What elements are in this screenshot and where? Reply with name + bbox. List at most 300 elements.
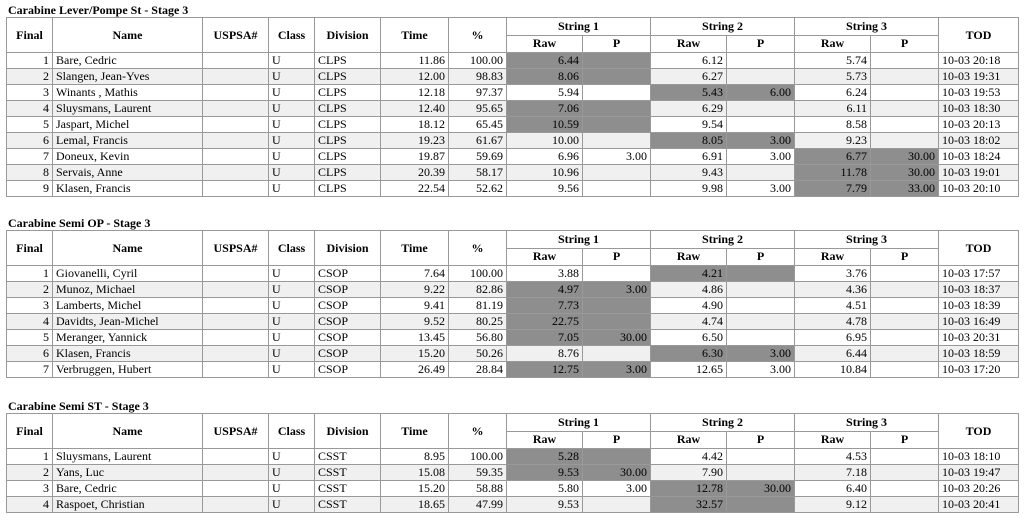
header-division: Division — [315, 231, 381, 266]
header-division: Division — [315, 18, 381, 53]
uspsa-cell — [203, 165, 269, 181]
string3-raw-cell: 8.58 — [795, 117, 871, 133]
string1-raw-cell: 5.80 — [507, 481, 583, 497]
final-cell: 4 — [7, 497, 53, 513]
string1-penalty-cell: 3.00 — [583, 149, 651, 165]
header-class: Class — [269, 18, 315, 53]
header-raw: Raw — [651, 35, 727, 53]
tod-cell: 10-03 18:10 — [939, 449, 1019, 465]
division-cell: CLPS — [315, 117, 381, 133]
percent-cell: 50.26 — [449, 346, 507, 362]
tod-cell: 10-03 20:13 — [939, 117, 1019, 133]
division-cell: CLPS — [315, 53, 381, 69]
name-cell: Verbruggen, Hubert — [53, 362, 203, 378]
division-cell: CSST — [315, 465, 381, 481]
uspsa-cell — [203, 266, 269, 282]
string1-raw-cell: 10.00 — [507, 133, 583, 149]
string3-penalty-cell — [871, 133, 939, 149]
name-cell: Bare, Cedric — [53, 481, 203, 497]
percent-cell: 58.17 — [449, 165, 507, 181]
header-final: Final — [7, 18, 53, 53]
tod-cell: 10-03 20:31 — [939, 330, 1019, 346]
results-table — [6, 17, 1019, 197]
tod-cell: 10-03 17:57 — [939, 266, 1019, 282]
division-cell: CSOP — [315, 330, 381, 346]
string3-penalty-cell: 30.00 — [871, 149, 939, 165]
header-uspsa: USPSA# — [203, 18, 269, 53]
string1-raw-cell: 7.06 — [507, 101, 583, 117]
string1-penalty-cell: 30.00 — [583, 330, 651, 346]
table-row — [7, 181, 1019, 197]
string2-penalty-cell — [727, 314, 795, 330]
final-cell: 5 — [7, 117, 53, 133]
time-cell: 26.49 — [381, 362, 449, 378]
string2-raw-cell: 9.54 — [651, 117, 727, 133]
string3-raw-cell: 7.79 — [795, 181, 871, 197]
class-cell: U — [269, 497, 315, 513]
string3-penalty-cell — [871, 69, 939, 85]
name-cell: Winants , Mathis — [53, 85, 203, 101]
class-cell: U — [269, 53, 315, 69]
string3-penalty-cell — [871, 314, 939, 330]
table-row — [7, 449, 1019, 465]
final-cell: 7 — [7, 149, 53, 165]
class-cell: U — [269, 465, 315, 481]
header-time: Time — [381, 414, 449, 449]
string1-penalty-cell — [583, 266, 651, 282]
section-title: Carabine Lever/Pompe St - Stage 3 — [8, 3, 189, 17]
results-table — [6, 230, 1019, 378]
string1-raw-cell: 12.75 — [507, 362, 583, 378]
final-cell: 1 — [7, 53, 53, 69]
header-penalty: P — [727, 431, 795, 449]
string2-raw-cell: 4.74 — [651, 314, 727, 330]
name-cell: Lamberts, Michel — [53, 298, 203, 314]
class-cell: U — [269, 133, 315, 149]
string3-raw-cell: 9.12 — [795, 497, 871, 513]
string2-raw-cell: 8.05 — [651, 133, 727, 149]
uspsa-cell — [203, 69, 269, 85]
header-name: Name — [53, 231, 203, 266]
class-cell: U — [269, 181, 315, 197]
percent-cell: 61.67 — [449, 133, 507, 149]
class-cell: U — [269, 117, 315, 133]
uspsa-cell — [203, 346, 269, 362]
header-penalty: P — [871, 35, 939, 53]
uspsa-cell — [203, 282, 269, 298]
header-penalty: P — [727, 248, 795, 266]
percent-cell: 65.45 — [449, 117, 507, 133]
uspsa-cell — [203, 133, 269, 149]
string2-raw-cell: 9.98 — [651, 181, 727, 197]
division-cell: CLPS — [315, 165, 381, 181]
final-cell: 4 — [7, 314, 53, 330]
string3-raw-cell: 4.51 — [795, 298, 871, 314]
string2-raw-cell: 4.42 — [651, 449, 727, 465]
header-string1: String 1 — [507, 414, 651, 432]
string1-penalty-cell: 30.00 — [583, 465, 651, 481]
table-row — [7, 465, 1019, 481]
division-cell: CSOP — [315, 266, 381, 282]
time-cell: 15.20 — [381, 481, 449, 497]
header-penalty: P — [871, 431, 939, 449]
class-cell: U — [269, 362, 315, 378]
string2-penalty-cell — [727, 165, 795, 181]
percent-cell: 59.35 — [449, 465, 507, 481]
string1-raw-cell: 8.76 — [507, 346, 583, 362]
string2-penalty-cell — [727, 69, 795, 85]
time-cell: 18.65 — [381, 497, 449, 513]
string1-penalty-cell — [583, 69, 651, 85]
string2-penalty-cell — [727, 298, 795, 314]
table-row — [7, 346, 1019, 362]
string3-penalty-cell — [871, 497, 939, 513]
division-cell: CLPS — [315, 181, 381, 197]
string1-penalty-cell — [583, 165, 651, 181]
uspsa-cell — [203, 362, 269, 378]
class-cell: U — [269, 149, 315, 165]
final-cell: 3 — [7, 298, 53, 314]
table-row — [7, 133, 1019, 149]
tod-cell: 10-03 18:59 — [939, 346, 1019, 362]
time-cell: 19.23 — [381, 133, 449, 149]
class-cell: U — [269, 69, 315, 85]
string3-penalty-cell — [871, 282, 939, 298]
header-time: Time — [381, 18, 449, 53]
final-cell: 3 — [7, 481, 53, 497]
string2-raw-cell: 6.91 — [651, 149, 727, 165]
final-cell: 8 — [7, 165, 53, 181]
string1-raw-cell: 8.06 — [507, 69, 583, 85]
table-row — [7, 165, 1019, 181]
table-row — [7, 362, 1019, 378]
time-cell: 9.41 — [381, 298, 449, 314]
division-cell: CSST — [315, 481, 381, 497]
header-penalty: P — [727, 35, 795, 53]
string3-raw-cell: 9.23 — [795, 133, 871, 149]
tod-cell: 10-03 16:49 — [939, 314, 1019, 330]
string2-raw-cell: 4.86 — [651, 282, 727, 298]
string1-raw-cell: 7.05 — [507, 330, 583, 346]
string2-raw-cell: 6.12 — [651, 53, 727, 69]
final-cell: 6 — [7, 346, 53, 362]
tod-cell: 10-03 18:24 — [939, 149, 1019, 165]
string3-penalty-cell — [871, 117, 939, 133]
division-cell: CSOP — [315, 362, 381, 378]
table-row — [7, 282, 1019, 298]
string1-penalty-cell — [583, 497, 651, 513]
string2-penalty-cell — [727, 117, 795, 133]
header-raw: Raw — [507, 35, 583, 53]
time-cell: 9.22 — [381, 282, 449, 298]
name-cell: Klasen, Francis — [53, 181, 203, 197]
string1-penalty-cell — [583, 449, 651, 465]
string1-raw-cell: 9.56 — [507, 181, 583, 197]
string3-raw-cell: 6.44 — [795, 346, 871, 362]
string2-penalty-cell — [727, 101, 795, 117]
string3-penalty-cell: 30.00 — [871, 165, 939, 181]
string3-raw-cell: 7.18 — [795, 465, 871, 481]
uspsa-cell — [203, 330, 269, 346]
table-row — [7, 330, 1019, 346]
time-cell: 22.54 — [381, 181, 449, 197]
string3-penalty-cell — [871, 101, 939, 117]
division-cell: CLPS — [315, 149, 381, 165]
string3-raw-cell: 6.77 — [795, 149, 871, 165]
table-row — [7, 149, 1019, 165]
uspsa-cell — [203, 149, 269, 165]
results-section — [6, 399, 1018, 513]
final-cell: 1 — [7, 449, 53, 465]
division-cell: CLPS — [315, 133, 381, 149]
string1-raw-cell: 10.59 — [507, 117, 583, 133]
final-cell: 4 — [7, 101, 53, 117]
string3-raw-cell: 5.73 — [795, 69, 871, 85]
header-raw: Raw — [795, 35, 871, 53]
string1-raw-cell: 9.53 — [507, 465, 583, 481]
string2-penalty-cell — [727, 282, 795, 298]
time-cell: 13.45 — [381, 330, 449, 346]
string2-raw-cell: 9.43 — [651, 165, 727, 181]
name-cell: Meranger, Yannick — [53, 330, 203, 346]
string3-penalty-cell — [871, 346, 939, 362]
name-cell: Raspoet, Christian — [53, 497, 203, 513]
percent-cell: 52.62 — [449, 181, 507, 197]
section-title: Carabine Semi ST - Stage 3 — [8, 399, 149, 413]
string1-raw-cell: 10.96 — [507, 165, 583, 181]
string3-raw-cell: 6.24 — [795, 85, 871, 101]
header-penalty: P — [583, 248, 651, 266]
name-cell: Servais, Anne — [53, 165, 203, 181]
uspsa-cell — [203, 314, 269, 330]
tod-cell: 10-03 19:01 — [939, 165, 1019, 181]
tod-cell: 10-03 18:37 — [939, 282, 1019, 298]
header-raw: Raw — [507, 431, 583, 449]
uspsa-cell — [203, 181, 269, 197]
header-name: Name — [53, 18, 203, 53]
tod-cell: 10-03 19:31 — [939, 69, 1019, 85]
class-cell: U — [269, 330, 315, 346]
string1-penalty-cell — [583, 181, 651, 197]
tod-cell: 10-03 19:53 — [939, 85, 1019, 101]
class-cell: U — [269, 282, 315, 298]
uspsa-cell — [203, 117, 269, 133]
header-tod: TOD — [939, 18, 1019, 53]
table-row — [7, 101, 1019, 117]
string3-raw-cell: 6.40 — [795, 481, 871, 497]
header-raw: Raw — [795, 248, 871, 266]
time-cell: 11.86 — [381, 53, 449, 69]
name-cell: Jaspart, Michel — [53, 117, 203, 133]
string3-raw-cell: 4.53 — [795, 449, 871, 465]
division-cell: CSOP — [315, 282, 381, 298]
string2-penalty-cell: 3.00 — [727, 133, 795, 149]
final-cell: 2 — [7, 69, 53, 85]
percent-cell: 100.00 — [449, 449, 507, 465]
uspsa-cell — [203, 449, 269, 465]
string1-raw-cell: 5.94 — [507, 85, 583, 101]
string3-raw-cell: 6.11 — [795, 101, 871, 117]
string2-penalty-cell — [727, 53, 795, 69]
time-cell: 19.87 — [381, 149, 449, 165]
string2-raw-cell: 6.27 — [651, 69, 727, 85]
name-cell: Davidts, Jean-Michel — [53, 314, 203, 330]
header-raw: Raw — [651, 431, 727, 449]
string2-penalty-cell: 6.00 — [727, 85, 795, 101]
string1-penalty-cell — [583, 314, 651, 330]
string3-raw-cell: 4.36 — [795, 282, 871, 298]
table-row — [7, 266, 1019, 282]
percent-cell: 81.19 — [449, 298, 507, 314]
class-cell: U — [269, 449, 315, 465]
uspsa-cell — [203, 53, 269, 69]
header-raw: Raw — [795, 431, 871, 449]
percent-cell: 58.88 — [449, 481, 507, 497]
division-cell: CSST — [315, 449, 381, 465]
string1-penalty-cell — [583, 101, 651, 117]
name-cell: Doneux, Kevin — [53, 149, 203, 165]
division-cell: CLPS — [315, 69, 381, 85]
string2-penalty-cell — [727, 497, 795, 513]
string1-raw-cell: 6.44 — [507, 53, 583, 69]
header-tod: TOD — [939, 231, 1019, 266]
percent-cell: 97.37 — [449, 85, 507, 101]
uspsa-cell — [203, 101, 269, 117]
class-cell: U — [269, 481, 315, 497]
string3-penalty-cell — [871, 298, 939, 314]
string3-penalty-cell — [871, 266, 939, 282]
header-string2: String 2 — [651, 414, 795, 432]
final-cell: 2 — [7, 282, 53, 298]
percent-cell: 28.84 — [449, 362, 507, 378]
string2-penalty-cell — [727, 465, 795, 481]
name-cell: Sluysmans, Laurent — [53, 101, 203, 117]
tod-cell: 10-03 20:41 — [939, 497, 1019, 513]
uspsa-cell — [203, 85, 269, 101]
string3-penalty-cell — [871, 85, 939, 101]
division-cell: CSOP — [315, 298, 381, 314]
string2-raw-cell: 12.65 — [651, 362, 727, 378]
division-cell: CSOP — [315, 346, 381, 362]
header-string3: String 3 — [795, 18, 939, 36]
tod-cell: 10-03 20:18 — [939, 53, 1019, 69]
string3-raw-cell: 10.84 — [795, 362, 871, 378]
name-cell: Slangen, Jean-Yves — [53, 69, 203, 85]
string2-penalty-cell: 3.00 — [727, 181, 795, 197]
name-cell: Sluysmans, Laurent — [53, 449, 203, 465]
table-row — [7, 85, 1019, 101]
results-section — [6, 216, 1018, 378]
string2-penalty-cell: 3.00 — [727, 149, 795, 165]
string3-penalty-cell — [871, 362, 939, 378]
name-cell: Giovanelli, Cyril — [53, 266, 203, 282]
string2-penalty-cell — [727, 330, 795, 346]
header-penalty: P — [583, 35, 651, 53]
header-pct: % — [449, 414, 507, 449]
tod-cell: 10-03 18:39 — [939, 298, 1019, 314]
uspsa-cell — [203, 481, 269, 497]
string1-penalty-cell: 3.00 — [583, 481, 651, 497]
class-cell: U — [269, 298, 315, 314]
percent-cell: 100.00 — [449, 53, 507, 69]
string3-penalty-cell — [871, 53, 939, 69]
header-penalty: P — [871, 248, 939, 266]
header-final: Final — [7, 231, 53, 266]
class-cell: U — [269, 346, 315, 362]
string1-raw-cell: 5.28 — [507, 449, 583, 465]
tod-cell: 10-03 20:26 — [939, 481, 1019, 497]
string1-raw-cell: 9.53 — [507, 497, 583, 513]
string2-raw-cell: 12.78 — [651, 481, 727, 497]
final-cell: 2 — [7, 465, 53, 481]
class-cell: U — [269, 314, 315, 330]
string1-raw-cell: 3.88 — [507, 266, 583, 282]
string1-raw-cell: 22.75 — [507, 314, 583, 330]
class-cell: U — [269, 165, 315, 181]
section-title: Carabine Semi OP - Stage 3 — [8, 216, 151, 230]
string3-raw-cell: 6.95 — [795, 330, 871, 346]
header-class: Class — [269, 231, 315, 266]
time-cell: 12.18 — [381, 85, 449, 101]
string2-raw-cell: 6.29 — [651, 101, 727, 117]
header-class: Class — [269, 414, 315, 449]
string2-raw-cell: 6.30 — [651, 346, 727, 362]
time-cell: 8.95 — [381, 449, 449, 465]
string3-penalty-cell — [871, 449, 939, 465]
class-cell: U — [269, 266, 315, 282]
string2-penalty-cell: 30.00 — [727, 481, 795, 497]
percent-cell: 59.69 — [449, 149, 507, 165]
name-cell: Bare, Cedric — [53, 53, 203, 69]
table-row — [7, 69, 1019, 85]
header-string1: String 1 — [507, 18, 651, 36]
header-string1: String 1 — [507, 231, 651, 249]
percent-cell: 98.83 — [449, 69, 507, 85]
class-cell: U — [269, 101, 315, 117]
name-cell: Klasen, Francis — [53, 346, 203, 362]
string3-raw-cell: 11.78 — [795, 165, 871, 181]
percent-cell: 80.25 — [449, 314, 507, 330]
time-cell: 12.00 — [381, 69, 449, 85]
header-string3: String 3 — [795, 231, 939, 249]
string2-raw-cell: 5.43 — [651, 85, 727, 101]
name-cell: Yans, Luc — [53, 465, 203, 481]
uspsa-cell — [203, 465, 269, 481]
string1-penalty-cell — [583, 85, 651, 101]
string2-penalty-cell: 3.00 — [727, 362, 795, 378]
time-cell: 20.39 — [381, 165, 449, 181]
header-division: Division — [315, 414, 381, 449]
string1-penalty-cell — [583, 117, 651, 133]
string1-penalty-cell: 3.00 — [583, 362, 651, 378]
percent-cell: 47.99 — [449, 497, 507, 513]
tod-cell: 10-03 19:47 — [939, 465, 1019, 481]
table-row — [7, 53, 1019, 69]
results-table — [6, 413, 1019, 513]
final-cell: 6 — [7, 133, 53, 149]
table-row — [7, 117, 1019, 133]
string3-penalty-cell — [871, 481, 939, 497]
name-cell: Lemal, Francis — [53, 133, 203, 149]
string2-raw-cell: 32.57 — [651, 497, 727, 513]
final-cell: 7 — [7, 362, 53, 378]
string1-raw-cell: 4.97 — [507, 282, 583, 298]
percent-cell: 56.80 — [449, 330, 507, 346]
string3-raw-cell: 5.74 — [795, 53, 871, 69]
tod-cell: 10-03 18:30 — [939, 101, 1019, 117]
string2-raw-cell: 7.90 — [651, 465, 727, 481]
final-cell: 5 — [7, 330, 53, 346]
